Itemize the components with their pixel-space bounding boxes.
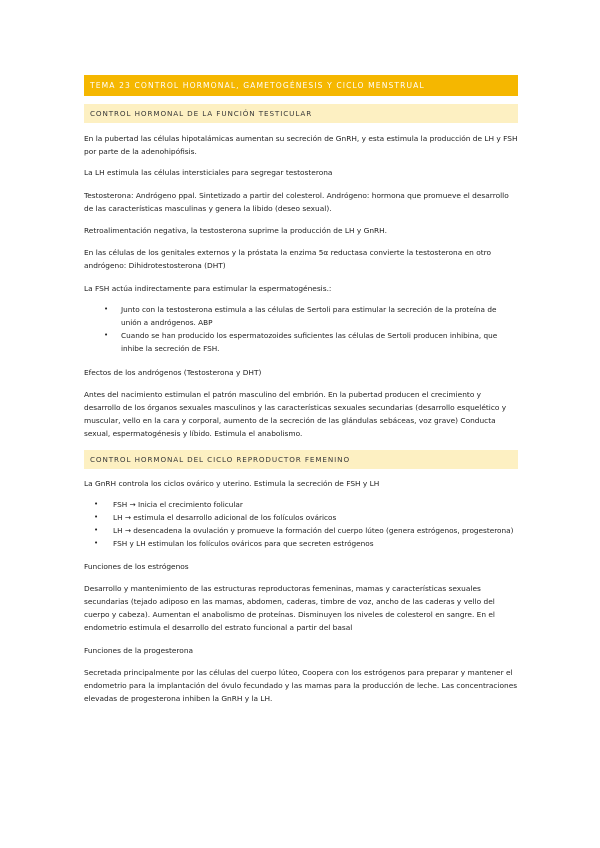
list-item-text: LH → estimula el desarrollo adicional de los folículos ováricos: [113, 513, 337, 523]
bullet-dot: •: [94, 526, 99, 535]
list-item: [84, 524, 518, 537]
list-item: [84, 329, 518, 355]
paragraph: En la pubertad las células hipotalámicas aumentan su secreción de GnRH, y esta estimula la producción de LH y FSH por parte de la adenohipófisis.: [84, 134, 518, 157]
bullet-dot: •: [94, 513, 99, 522]
section-heading-female-cycle: CONTROL HORMONAL DEL CICLO REPRODUCTOR FEMENINO: [84, 450, 518, 469]
list-item: [84, 511, 518, 524]
list-item: [84, 498, 518, 511]
bullet-list-gnrh: [84, 498, 518, 551]
bullet-dot: •: [94, 539, 99, 548]
paragraph: Antes del nacimiento estimulan el patrón masculino del embrión. En la pubertad producen el crecimiento y desarrollo de los órganos sexuales masculinos y las características sexuales secundarias (desarrollo esquelético y muscular, vello en la cara y corporal, aumento de la secreción de las glándulas sebáceas, voz grave) Conducta sexual, espermatogénesis y líbido. Estimula el anabolismo.: [84, 389, 507, 439]
subheading: Funciones de la progesterona: [84, 645, 194, 655]
paragraph: La FSH actúa indirectamente para estimular la espermatogénesis.:: [84, 283, 332, 293]
paragraph: Testosterona: Andrógeno ppal. Sintetizado a partir del colesterol. Andrógeno: hormona que promueve el desarrollo de las características masculinas y genera la libido (deseo sexual).: [84, 190, 509, 213]
list-item-text: LH → desencadena la ovulación y promueve la formación del cuerpo lúteo (genera estrógenos, progesterona): [113, 526, 514, 536]
list-item-text: Junto con la testosterona estimula a las células de Sertoli para estimular la secreción de la proteína de unión a andrógenos. ABP: [121, 304, 497, 328]
list-item: [84, 303, 518, 329]
subheading: Funciones de los estrógenos: [84, 561, 189, 571]
chapter-title-banner: TEMA 23 CONTROL HORMONAL, GAMETOGÉNESIS Y CICLO MENSTRUAL: [84, 75, 518, 96]
paragraph: Retroalimentación negativa, la testosterona suprime la producción de LH y GnRH.: [84, 226, 387, 236]
list-item-text: Cuando se han producido los espermatozoides suficientes las células de Sertoli producen inhibina, que inhibe la secreción de FSH.: [121, 331, 498, 354]
document-page: [84, 75, 518, 706]
list-item-text: FSH y LH estimulan los folículos ováricos para que secreten estrógenos: [113, 539, 374, 549]
paragraph: Secretada principalmente por las células del cuerpo lúteo, Coopera con los estrógenos para preparar y mantener el endometrio para la implantación del óvulo fecundado y las mamas para la producción de leche. Las concentraciones elevadas de progesterona inhiben la GnRH y la LH.: [84, 667, 518, 704]
list-item: [84, 537, 518, 550]
paragraph: La GnRH controla los ciclos ovárico y uterino. Estimula la secreción de FSH y LH: [84, 478, 380, 488]
bullet-dot: •: [104, 331, 109, 340]
list-item-text: FSH → Inicia el crecimiento folicular: [113, 499, 243, 509]
section-heading-testicular: CONTROL HORMONAL DE LA FUNCIÓN TESTICULAR: [84, 104, 518, 123]
bullet-dot: •: [94, 499, 99, 508]
bullet-dot: •: [104, 304, 109, 313]
paragraph: Desarrollo y mantenimiento de las estructuras reproductoras femeninas, mamas y características sexuales secundarias (tejado adiposo en las mamas, abdomen, caderas, timbre de voz, ancho de las caderas y vello del cuerpo y cabeza). Aumentan el anabolismo de proteínas. Disminuyen los niveles de colesterol en sangre. En el endometrio estimula el desarrollo del estrato funcional a partir del basal: [84, 583, 495, 633]
subheading: Efectos de los andrógenos (Testosterona y DHT): [84, 367, 262, 377]
bullet-list-fsh: [84, 303, 518, 356]
paragraph: La LH estimula las células intersticiales para segregar testosterona: [84, 168, 333, 178]
paragraph: En las células de los genitales externos y la próstata la enzima 5α reductasa convierte la testosterona en otro andrógeno: Dihidrotestosterona (DHT): [84, 248, 492, 271]
